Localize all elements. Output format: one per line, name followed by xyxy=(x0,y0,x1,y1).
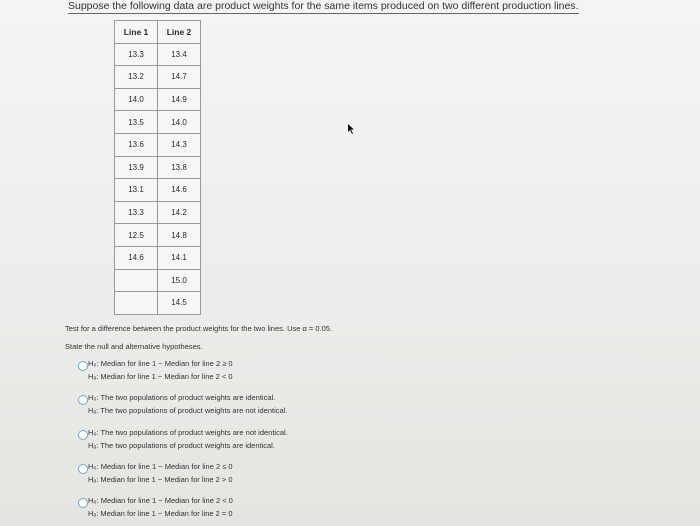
null-hypothesis: H₀: The two populations of product weights are not identical. xyxy=(88,428,288,437)
table-cell: 14.7 xyxy=(158,66,201,89)
table-cell: 14.1 xyxy=(158,246,201,269)
mouse-cursor-icon xyxy=(347,124,355,134)
column-header-line-1: Line 1 xyxy=(115,21,158,44)
table-header-row xyxy=(115,21,201,44)
table-row xyxy=(115,201,201,224)
table-row xyxy=(115,224,201,247)
radio-button[interactable] xyxy=(78,361,88,371)
table-cell xyxy=(115,269,158,292)
null-hypothesis: H₀: Median for line 1 − Median for line 2 < 0 xyxy=(88,496,233,505)
table-cell: 14.9 xyxy=(158,88,201,111)
table-row xyxy=(115,66,201,89)
radio-button[interactable] xyxy=(78,464,88,474)
table-cell: 14.8 xyxy=(158,224,201,247)
table-cell: 14.6 xyxy=(158,179,201,202)
table-cell: 13.9 xyxy=(115,156,158,179)
radio-button[interactable] xyxy=(78,395,88,405)
table-row xyxy=(115,111,201,134)
radio-button[interactable] xyxy=(78,430,88,440)
alternative-hypothesis: Hₐ: Median for line 1 − Median for line 2 = 0 xyxy=(88,509,233,518)
column-header-line-2: Line 2 xyxy=(158,21,201,44)
table-row xyxy=(115,43,201,66)
table-row xyxy=(115,156,201,179)
alternative-hypothesis: Hₐ: The two populations of product weights are not identical. xyxy=(88,406,288,415)
table-cell: 14.3 xyxy=(158,133,201,156)
null-hypothesis: H₀: Median for line 1 − Median for line 2 ≥ 0 xyxy=(88,359,233,368)
table-cell: 15.0 xyxy=(158,269,201,292)
null-hypothesis: H₀: Median for line 1 − Median for line 2 ≤ 0 xyxy=(88,462,233,471)
table-cell: 13.3 xyxy=(115,43,158,66)
table-cell: 14.0 xyxy=(158,111,201,134)
table-cell: 13.4 xyxy=(158,43,201,66)
table-cell: 12.5 xyxy=(115,224,158,247)
alternative-hypothesis: Hₐ: The two populations of product weights are identical. xyxy=(88,441,275,450)
table-row xyxy=(115,269,201,292)
radio-button[interactable] xyxy=(78,498,88,508)
data-table xyxy=(114,20,201,315)
alternative-hypothesis: Hₐ: Median for line 1 − Median for line 2 > 0 xyxy=(88,475,233,484)
table-row xyxy=(115,179,201,202)
table-cell xyxy=(115,292,158,315)
table-cell: 14.5 xyxy=(158,292,201,315)
table-row xyxy=(115,246,201,269)
table-row xyxy=(115,133,201,156)
table-row xyxy=(115,88,201,111)
hypotheses-prompt: State the null and alternative hypotheses. xyxy=(65,342,203,351)
table-cell: 13.8 xyxy=(158,156,201,179)
null-hypothesis: H₀: The two populations of product weights are identical. xyxy=(88,393,276,402)
table-cell: 14.6 xyxy=(115,246,158,269)
table-cell: 14.0 xyxy=(115,88,158,111)
table-cell: 13.3 xyxy=(115,201,158,224)
problem-intro: Suppose the following data are product weights for the same items produced on two different production lines. xyxy=(68,0,579,12)
table-cell: 14.2 xyxy=(158,201,201,224)
table-cell: 13.5 xyxy=(115,111,158,134)
test-instruction: Test for a difference between the product weights for the two lines. Use α = 0.05. xyxy=(65,324,333,333)
table-cell: 13.6 xyxy=(115,133,158,156)
alternative-hypothesis: Hₐ: Median for line 1 − Median for line 2 < 0 xyxy=(88,372,233,381)
table-cell: 13.2 xyxy=(115,66,158,89)
table-cell: 13.1 xyxy=(115,179,158,202)
table-row xyxy=(115,292,201,315)
